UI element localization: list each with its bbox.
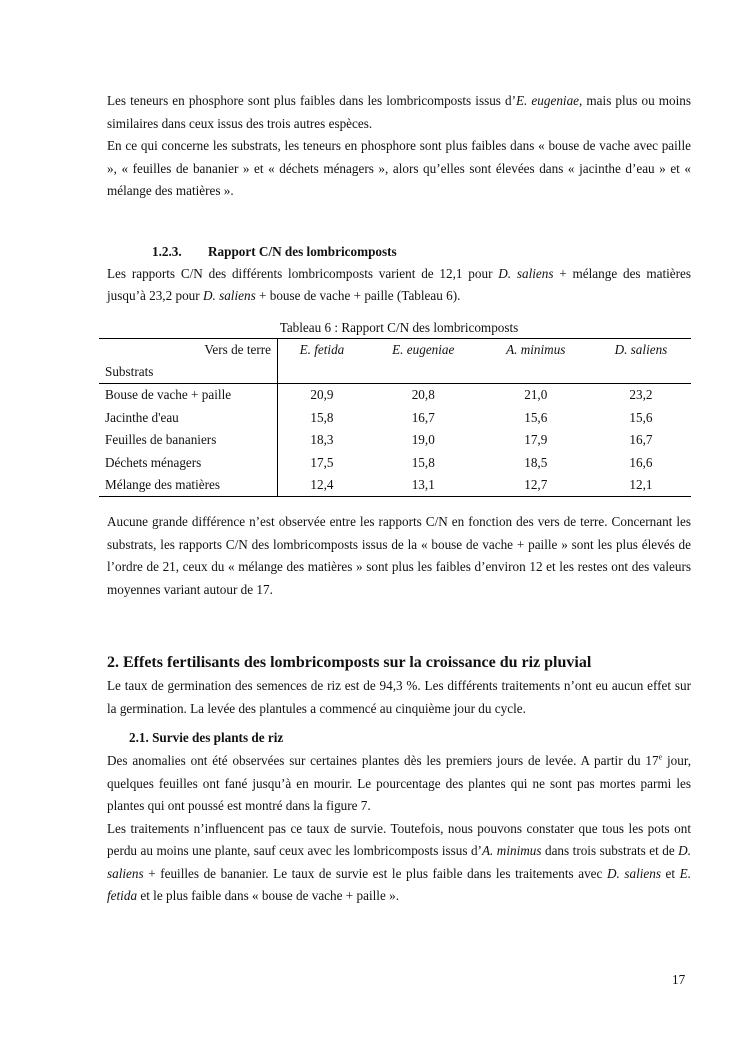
section-title: Rapport C/N des lombricomposts (208, 243, 397, 259)
species-name: E. fetida (107, 865, 691, 904)
table-cell: 16,6 (629, 454, 653, 470)
species-name: E. eugeniae (516, 93, 580, 108)
header-vers-de-terre: Vers de terre (99, 338, 278, 361)
table-cell: 12,7 (481, 474, 591, 497)
table-row (99, 384, 691, 407)
col-header-e-fetida: E. fetida (278, 338, 366, 361)
table-cell: 15,6 (629, 409, 653, 425)
table-cell: 13,1 (366, 474, 481, 497)
table-cell: 17,5 (310, 454, 334, 470)
cn-ratio-table (99, 338, 691, 498)
col-header-e-eugeniae: E. eugeniae (366, 338, 481, 361)
header-substrats: Substrats (99, 361, 278, 384)
table-cell: 19,0 (411, 432, 435, 448)
text-run: Les rapports C/N des différents lombricomposts varient de 12,1 pour (107, 265, 499, 281)
row-label: Jacinthe d'eau (99, 407, 278, 429)
table-cell: 17,9 (524, 432, 548, 448)
paragraph-cn-comparaison: Aucune grande différence n’est observée entre les rapports C/N en fonction des vers de terre. Concernant les substrats, les rapports C/N des lombricomposts issus de la « bouse de vache + paille » sont les plus élevés de l’ordre de 21, ceux du « mélange des matières » sont plus les faibles d’environ 12 et les restes ont des valeurs moyennes variant autour de 17. (107, 514, 691, 597)
text-run: Les teneurs en phosphore sont plus faibles dans les lombricomposts issus d’ (107, 93, 516, 108)
table-cell: 20,8 (411, 387, 435, 403)
table-cell: 23,2 (629, 387, 653, 403)
table-cell: 15,8 (411, 454, 435, 470)
row-label: Bouse de vache + paille (99, 384, 278, 407)
superscript: e (658, 752, 663, 762)
table-cell: 18,5 (524, 454, 548, 470)
paragraph-phosphore-especes (107, 90, 691, 135)
table-row (99, 474, 691, 497)
empty-cell (481, 361, 591, 384)
table-cell: 16,7 (629, 432, 653, 448)
text-run: dans trois substrats et de (541, 843, 679, 859)
text-run: et (660, 865, 680, 881)
col-header-a-minimus: A. minimus (481, 338, 591, 361)
section-heading-2-1: 2.1. Survie des plants de riz (129, 730, 284, 746)
empty-cell (278, 361, 366, 384)
section-heading-2: 2. Effets fertilisants des lombricomposts sur la croissance du riz pluvial (107, 654, 592, 672)
section-heading-1-2-3 (152, 241, 691, 263)
col-header-d-saliens: D. saliens (591, 338, 691, 361)
text-run: + feuilles de bananier. Le taux de survie est le plus faible dans les traitements avec (143, 865, 607, 881)
table-row (99, 429, 691, 451)
text-run: , mais plus ou moins similaires dans ceux issus des trois autres espèces. (107, 93, 691, 131)
table-cell: 15,8 (310, 409, 334, 425)
table-row (99, 452, 691, 474)
table-cell: 12,1 (591, 474, 691, 497)
empty-cell (591, 361, 691, 384)
empty-cell (366, 361, 481, 384)
table-caption: Tableau 6 : Rapport C/N des lombricomposts (279, 319, 519, 335)
table-subheader-row (99, 361, 691, 384)
species-name: D. saliens (202, 288, 256, 303)
text-run: + bouse de vache + paille (Tableau 6). (255, 288, 461, 303)
table-cell: 16,7 (411, 409, 435, 425)
species-name: D. saliens (606, 865, 661, 881)
paragraph-rapport-cn (107, 263, 691, 308)
table-header-row (99, 338, 691, 361)
text-run: et le plus faible dans « bouse de vache + paille ». (137, 888, 399, 904)
table-cell: 21,0 (524, 387, 548, 403)
page-number: 17 (672, 972, 686, 987)
species-name: D. saliens (498, 265, 554, 281)
section-number: 1.2.3. (152, 243, 182, 259)
row-label: Feuilles de bananiers (99, 429, 278, 451)
text-run: jour, quelques feuilles ont fané jusqu’à en mourir. Le pourcentage des plantes qui ne sont pas mortes parmi les plantes qui ont poussé est montré dans la figure 7. (107, 753, 691, 814)
paragraph-germination: Le taux de germination des semences de riz est de 94,3 %. Les différents traitements n’ont eu aucun effet sur la germination. La levée des plantules a commencé au cinquième jour du cycle. (107, 678, 691, 716)
paragraph-phosphore-substrats: En ce qui concerne les substrats, les teneurs en phosphore sont plus faibles dans « bouse de vache avec paille », « feuilles de bananier » et « déchets ménagers », alors qu’elles sont élevées dans « jacinthe d’eau » et « mélange des matières ». (107, 138, 691, 198)
text-run: Les traitements n’influencent pas ce taux de survie. Toutefois, nous pouvons constater que tous les pots ont perdu au moins une plante, sauf ceux avec les lombricomposts issus d’ (107, 820, 691, 859)
table-cell: 15,6 (524, 409, 548, 425)
table-cell: 18,3 (310, 432, 334, 448)
paragraph-survie (107, 818, 691, 908)
table-row (99, 407, 691, 429)
species-name: A. minimus (481, 843, 542, 859)
table-cell: 20,9 (310, 387, 334, 403)
row-label: Mélange des matières (99, 474, 278, 497)
table-cell: 12,4 (278, 474, 366, 497)
text-run: Des anomalies ont été observées sur certaines plantes dès les premiers jours de levée. A partir du 17 (107, 753, 659, 769)
text-run: + mélange des matières jusqu’à 23,2 pour (107, 265, 692, 303)
species-name: D. saliens (107, 843, 691, 881)
document-page (107, 90, 691, 908)
paragraph-anomalies (107, 750, 691, 818)
row-label: Déchets ménagers (99, 452, 278, 474)
